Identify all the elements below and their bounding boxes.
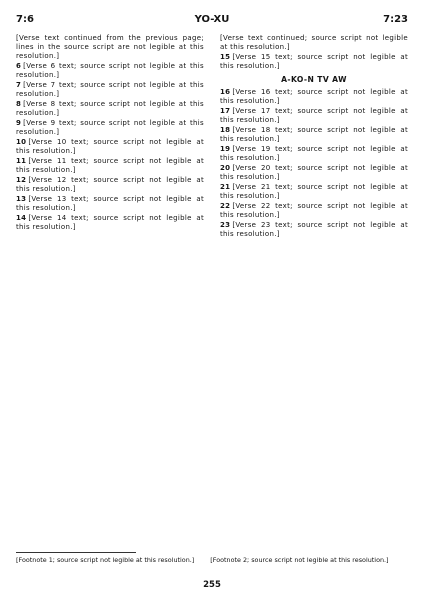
- footnotes: [16, 556, 408, 564]
- verse-number: 16: [220, 88, 231, 96]
- verse-number: 15: [220, 53, 231, 61]
- verse-number: 17: [220, 107, 231, 115]
- right-column-upper: [220, 34, 408, 71]
- verse-paragraph: [16, 214, 204, 232]
- verse-number: 22: [220, 202, 231, 210]
- verse-paragraph: [16, 119, 204, 137]
- verse-paragraph: [16, 138, 204, 156]
- verse-paragraph: [16, 81, 204, 99]
- verse-paragraph: [220, 202, 408, 220]
- verse-paragraph: [16, 62, 204, 80]
- verse-paragraph: [220, 126, 408, 144]
- verse-number: 14: [16, 214, 27, 222]
- verse-paragraph: [220, 88, 408, 106]
- verse-number: 18: [220, 126, 231, 134]
- verse-text: [Verse 6 text; source script not legible at this resolution.]: [16, 62, 204, 79]
- section-heading: A-KO-N TV AW: [281, 75, 347, 84]
- verse-number: 21: [220, 183, 231, 191]
- left-column: [16, 34, 204, 542]
- verse-paragraph: [220, 221, 408, 239]
- verse-paragraph: [220, 34, 408, 52]
- verse-paragraph: [16, 176, 204, 194]
- verse-text: [Verse 8 text; source script not legible at this resolution.]: [16, 100, 204, 117]
- header-left-reference: 7:6: [16, 14, 34, 25]
- page-number: 255: [203, 580, 221, 590]
- page-header: [16, 14, 408, 28]
- verse-paragraph: [16, 100, 204, 118]
- verse-number: 7: [16, 81, 22, 89]
- verse-text: [Verse 14 text; source script not legible at this resolution.]: [16, 214, 204, 231]
- verse-number: 6: [16, 62, 22, 70]
- verse-number: 9: [16, 119, 22, 127]
- book-title: YO-XU: [194, 14, 230, 25]
- verse-text: [Verse text continued; source script not legible at this resolution.]: [220, 34, 408, 51]
- verse-text: [Verse 22 text; source script not legible at this resolution.]: [220, 202, 408, 219]
- verse-paragraph: [220, 164, 408, 182]
- verse-text: [Verse 10 text; source script not legible at this resolution.]: [16, 138, 204, 155]
- footnote-divider: [16, 552, 136, 553]
- verse-text: [Verse 9 text; source script not legible at this resolution.]: [16, 119, 204, 136]
- verse-text: [Verse 23 text; source script not legible at this resolution.]: [220, 221, 408, 238]
- header-right-reference: 7:23: [383, 14, 408, 25]
- verse-text: [Verse 16 text; source script not legible at this resolution.]: [220, 88, 408, 105]
- verse-text: [Verse 19 text; source script not legible at this resolution.]: [220, 145, 408, 162]
- verse-paragraph: [220, 107, 408, 125]
- footnote: [Footnote 2; source script not legible at this resolution.]: [210, 556, 389, 564]
- verse-number: 12: [16, 176, 27, 184]
- verse-paragraph: [16, 34, 204, 61]
- verse-number: 19: [220, 145, 231, 153]
- verse-text: [Verse 13 text; source script not legible at this resolution.]: [16, 195, 204, 212]
- footnote: [Footnote 1; source script not legible at this resolution.]: [16, 556, 195, 564]
- right-column-lower: [220, 88, 408, 239]
- verse-paragraph: [16, 157, 204, 175]
- verse-paragraph: [16, 195, 204, 213]
- verse-paragraph: [220, 145, 408, 163]
- verse-text: [Verse text continued from the previous page; lines in the source script are not legible at this resolution.]: [16, 34, 204, 60]
- verse-paragraph: [220, 53, 408, 71]
- verse-text: [Verse 12 text; source script not legible at this resolution.]: [16, 176, 204, 193]
- verse-number: 8: [16, 100, 22, 108]
- verse-number: 11: [16, 157, 27, 165]
- verse-number: 23: [220, 221, 231, 229]
- right-column: [220, 34, 408, 542]
- verse-text: [Verse 15 text; source script not legible at this resolution.]: [220, 53, 408, 70]
- verse-text: [Verse 7 text; source script not legible at this resolution.]: [16, 81, 204, 98]
- verse-text: [Verse 21 text; source script not legible at this resolution.]: [220, 183, 408, 200]
- verse-number: 20: [220, 164, 231, 172]
- verse-text: [Verse 17 text; source script not legible at this resolution.]: [220, 107, 408, 124]
- text-columns: [16, 34, 408, 542]
- verse-paragraph: [220, 183, 408, 201]
- verse-number: 10: [16, 138, 27, 146]
- verse-text: [Verse 20 text; source script not legible at this resolution.]: [220, 164, 408, 181]
- verse-number: 13: [16, 195, 27, 203]
- verse-text: [Verse 18 text; source script not legible at this resolution.]: [220, 126, 408, 143]
- verse-text: [Verse 11 text; source script not legible at this resolution.]: [16, 157, 204, 174]
